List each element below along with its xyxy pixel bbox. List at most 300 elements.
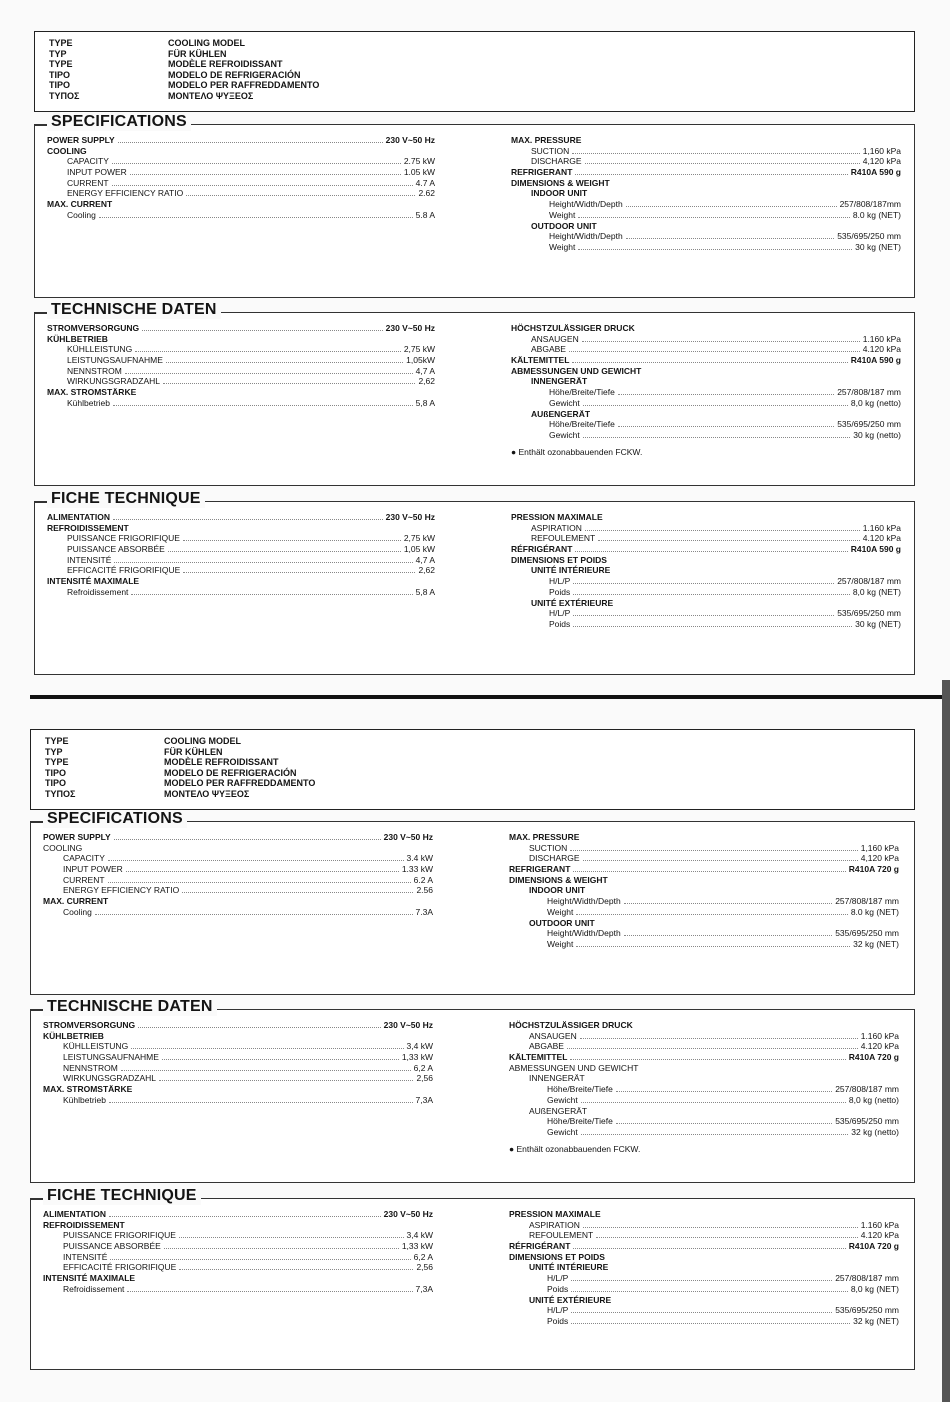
section-title: SPECIFICATIONS (43, 810, 187, 828)
leader-dots (183, 572, 415, 573)
spec-row (511, 323, 901, 334)
spec-label: ANSAUGEN (529, 1030, 577, 1041)
spec-label: KÄLTEMITTEL (509, 1052, 568, 1063)
spec-value: R410A 720 g (848, 864, 899, 875)
leader-dots (109, 1216, 381, 1217)
spec-row (509, 928, 899, 939)
spec-row (47, 376, 435, 387)
spec-value: 7.3A (415, 906, 433, 917)
spec-label: STROMVERSORGUNG (47, 323, 140, 333)
spec-row (47, 366, 435, 377)
spec-label: Poids (547, 1315, 569, 1326)
right-column (511, 512, 901, 630)
leader-dots (626, 238, 835, 239)
leader-dots (130, 174, 401, 175)
spec-row (43, 1031, 433, 1042)
spec-label: Kühlbetrieb (63, 1094, 107, 1105)
spec-row (509, 1262, 899, 1273)
spec-label: ABMESSUNGEN UND GEWICHT (509, 1062, 639, 1073)
spec-value: 1,33 kW (401, 1052, 433, 1063)
type-value: ΜΟΝΤΕΛΟ ΨΥΞΕΟΣ (164, 788, 250, 799)
spec-value: 4,7 A (415, 365, 435, 376)
spec-value: 230 V~50 Hz (385, 323, 435, 333)
spec-value: 2,56 (416, 1262, 433, 1273)
spec-value: 1,33 kW (401, 1241, 433, 1252)
spec-label: RÉFRIGÉRANT (509, 1241, 571, 1252)
leader-dots (596, 1237, 857, 1238)
type-value: ΜΟΝΤΕΛΟ ΨΥΞΕΟΣ (168, 90, 254, 101)
type-value: MODELO DE REFRIGERACIÓN (168, 69, 301, 80)
leader-dots (131, 1048, 403, 1049)
section-title: SPECIFICATIONS (47, 113, 191, 131)
spec-value: 230 V~50 Hz (383, 1209, 433, 1219)
leader-dots (618, 394, 834, 395)
spec-label: CURRENT (67, 177, 109, 188)
spec-value: 2,62 (418, 376, 435, 387)
spec-label: INTENSITÉ (67, 554, 112, 565)
spec-value: R410A 720 g (848, 1052, 899, 1063)
spec-label: H/L/P (549, 608, 571, 619)
spec-label: UNITÉ EXTÉRIEURE (531, 597, 614, 608)
spec-label: ASPIRATION (531, 522, 582, 533)
leader-dots (578, 217, 850, 218)
spec-label: CAPACITY (67, 156, 109, 167)
leader-dots (570, 1059, 845, 1060)
type-values (168, 38, 319, 101)
spec-label: INDOOR UNIT (531, 188, 588, 199)
leader-dots (166, 362, 403, 363)
leader-dots (583, 860, 858, 861)
leader-dots (138, 1027, 381, 1028)
spec-row (47, 398, 435, 409)
leader-dots (624, 935, 833, 936)
spec-label: Cooling (67, 209, 96, 220)
leader-dots (109, 1102, 412, 1103)
spec-row (511, 210, 901, 221)
spec-row (511, 608, 901, 619)
spec-label: STROMVERSORGUNG (43, 1020, 136, 1030)
type-value: FÜR KÜHLEN (164, 746, 223, 757)
right-column (509, 1209, 899, 1327)
spec-label: INPUT POWER (67, 167, 127, 178)
spec-label: ABGABE (529, 1041, 564, 1052)
spec-label: UNITÉ INTÉRIEURE (529, 1262, 609, 1273)
type-value: FÜR KÜHLEN (168, 48, 227, 59)
spec-row (511, 430, 901, 441)
spec-label: REFOULEMENT (531, 533, 596, 544)
spec-label: UNITÉ EXTÉRIEURE (529, 1294, 612, 1305)
spec-value: 32 kg (netto) (851, 1126, 899, 1137)
type-label: TYP (45, 746, 63, 757)
spec-value: 30 kg (NET) (855, 241, 901, 252)
type-label: TYPE (49, 59, 73, 69)
spec-row (511, 555, 901, 566)
leader-dots (135, 351, 401, 352)
spec-label: KÜHLLEISTUNG (67, 344, 133, 355)
spec-label: Height/Width/Depth (549, 231, 623, 242)
spec-row (43, 1262, 433, 1273)
spec-label: COOLING (43, 842, 83, 853)
spec-value: 8,0 kg (NET) (852, 586, 901, 597)
spec-label: OUTDOOR UNIT (529, 917, 595, 928)
leader-dots (570, 850, 857, 851)
spec-row (511, 587, 901, 598)
spec-label: POWER SUPPLY (43, 832, 111, 842)
spec-row (43, 1020, 433, 1031)
spec-label: Weight (549, 241, 576, 252)
spec-value: 7,3A (415, 1283, 433, 1294)
leader-dots (571, 1291, 848, 1292)
leader-dots (576, 914, 848, 915)
spec-row (511, 146, 901, 157)
spec-row (509, 1063, 899, 1074)
leader-dots (108, 860, 404, 861)
spec-label: COOLING (47, 145, 87, 156)
spec-row (47, 344, 435, 355)
spec-row (47, 199, 435, 210)
leader-dots (573, 1248, 845, 1249)
spec-value: 2,75 kW (403, 533, 435, 544)
spec-row (47, 323, 435, 334)
section-title: FICHE TECHNIQUE (47, 490, 205, 508)
spec-row (509, 1284, 899, 1295)
right-column (509, 832, 899, 950)
spec-value: 230 V~50 Hz (385, 512, 435, 522)
type-value: MODÈLE REFROIDISSANT (164, 757, 279, 767)
leader-dots (567, 1048, 858, 1049)
spec-label: Poids (547, 1283, 569, 1294)
leader-dots (108, 882, 411, 883)
type-label: ΤΥΠΟΣ (49, 90, 80, 101)
spec-label: Höhe/Breite/Tiefe (549, 387, 615, 398)
spec-row (47, 565, 435, 576)
spec-value: 4.120 kPa (862, 344, 901, 355)
spec-row (47, 576, 435, 587)
leader-dots (585, 530, 860, 531)
spec-label: UNITÉ INTÉRIEURE (531, 565, 611, 576)
spec-row (47, 167, 435, 178)
spec-row (43, 1220, 433, 1231)
leader-dots (121, 1070, 411, 1071)
spec-label: REFRIGERANT (511, 167, 573, 178)
spec-label: Weight (547, 906, 574, 917)
spec-row (509, 1220, 899, 1231)
leader-dots (125, 373, 413, 374)
spec-value: 6.2 A (413, 874, 433, 885)
specifications-section-2 (30, 810, 915, 995)
spec-label: DIMENSIONS & WEIGHT (509, 874, 608, 885)
spec-row (511, 387, 901, 398)
spec-row (43, 1209, 433, 1220)
spec-label: INTENSITÉ MAXIMALE (47, 576, 140, 587)
spec-value: 257/808/187 mm (837, 387, 901, 398)
spec-row (47, 334, 435, 345)
spec-label: PRESSION MAXIMALE (511, 512, 603, 522)
leader-dots (616, 1091, 832, 1092)
type-label: TIPO (45, 778, 67, 788)
spec-value: 8.0 kg (NET) (852, 209, 901, 220)
spec-label: Gewicht (549, 429, 580, 440)
left-column (47, 512, 435, 598)
spec-row (43, 1095, 433, 1106)
type-value: COOLING MODEL (168, 38, 245, 48)
spec-row (47, 156, 435, 167)
spec-row (509, 843, 899, 854)
spec-row (509, 1106, 899, 1117)
spec-row (511, 544, 901, 555)
spec-label: ABMESSUNGEN UND GEWICHT (511, 365, 642, 376)
leader-dots (113, 519, 383, 520)
type-label: TIPO (49, 69, 71, 80)
leader-dots (573, 871, 845, 872)
type-value: MODELO DE REFRIGERACIÓN (164, 767, 297, 778)
spec-label: Weight (547, 938, 574, 949)
spec-value: R410A 590 g (850, 167, 901, 178)
spec-value: 1.160 kPa (862, 333, 901, 344)
spec-label: AUßENGERÄT (529, 1105, 588, 1116)
spec-row (47, 523, 435, 534)
spec-label: Height/Width/Depth (549, 199, 623, 210)
spec-label: INPUT POWER (63, 864, 123, 875)
leader-dots (576, 946, 850, 947)
leader-dots (583, 1227, 858, 1228)
leader-dots (573, 615, 834, 616)
spec-value: 30 kg (netto) (853, 429, 901, 440)
spec-row (509, 1241, 899, 1252)
spec-value: 535/695/250 mm (837, 608, 901, 619)
spec-label: REFROIDISSEMENT (43, 1219, 125, 1230)
spec-row (509, 1116, 899, 1127)
spec-value: 2,75 kW (403, 344, 435, 355)
leader-dots (624, 903, 833, 904)
spec-row (511, 533, 901, 544)
leader-dots (573, 594, 850, 595)
spec-label: DIMENSIONS ET POIDS (511, 554, 607, 565)
spec-row (511, 565, 901, 576)
leader-dots (179, 1237, 404, 1238)
spec-value: 2.56 (416, 885, 433, 896)
type-value: MODELO PER RAFFREDDAMENTO (168, 80, 320, 90)
spec-label: Höhe/Breite/Tiefe (547, 1084, 613, 1095)
type-label: TYPE (45, 736, 69, 746)
spec-label: ENERGY EFFICIENCY RATIO (63, 885, 180, 896)
leader-dots (112, 185, 413, 186)
spec-value: 230 V~50 Hz (385, 135, 435, 145)
spec-row (43, 1052, 433, 1063)
spec-value: 8,0 kg (NET) (850, 1283, 899, 1294)
spec-label: PUISSANCE ABSORBÉE (67, 544, 165, 555)
technische-daten-section-2 (30, 998, 915, 1183)
spec-label: ASPIRATION (529, 1219, 580, 1230)
spec-label: POWER SUPPLY (47, 135, 115, 145)
spec-value: 1.160 kPa (860, 1030, 899, 1041)
spec-row (509, 1295, 899, 1306)
leader-dots (114, 562, 412, 563)
leader-dots (581, 1134, 849, 1135)
leader-dots (582, 341, 860, 342)
spec-label: HÖCHSTZULÄSSIGER DRUCK (509, 1020, 633, 1030)
spec-row (47, 188, 435, 199)
spec-label: H/L/P (547, 1305, 569, 1316)
spec-label: Refroidissement (67, 586, 129, 597)
spec-label: INNENGERÄT (529, 1073, 585, 1084)
leader-dots (583, 405, 848, 406)
spec-label: ABGABE (531, 344, 566, 355)
leader-dots (571, 1323, 850, 1324)
spec-row (43, 1252, 433, 1263)
spec-label: INTENSITÉ MAXIMALE (43, 1273, 136, 1284)
spec-label: SUCTION (531, 145, 570, 156)
section-title: TECHNISCHE DATEN (43, 998, 217, 1016)
spec-value: 1,05 kW (403, 544, 435, 555)
spec-value: 230 V~50 Hz (383, 832, 433, 842)
spec-row (511, 419, 901, 430)
leader-dots (583, 437, 851, 438)
leader-dots (131, 594, 412, 595)
spec-label: ALIMENTATION (47, 512, 110, 522)
spec-label: INDOOR UNIT (529, 885, 586, 896)
spec-row (511, 355, 901, 366)
left-column (43, 1020, 433, 1106)
spec-value: 257/808/187mm (839, 199, 901, 210)
spec-label: LEISTUNGSAUFNAHME (67, 355, 163, 366)
spec-row (509, 1095, 899, 1106)
spec-label: NENNSTROM (67, 365, 122, 376)
spec-value: 257/808/187 mm (835, 1273, 899, 1284)
leader-dots (182, 892, 413, 893)
leader-dots (575, 174, 847, 175)
spec-value: 535/695/250 mm (835, 1116, 899, 1127)
spec-value: 4,120 kPa (860, 853, 899, 864)
type-labels (45, 736, 75, 799)
leader-dots (114, 839, 381, 840)
leader-dots (164, 1248, 399, 1249)
spec-row (509, 1020, 899, 1031)
spec-row (43, 864, 433, 875)
spec-value: 8,0 kg (netto) (850, 397, 901, 408)
spec-row (511, 334, 901, 345)
leader-dots (163, 383, 415, 384)
spec-label: DIMENSIONS ET POIDS (509, 1251, 605, 1262)
spec-row (509, 1084, 899, 1095)
spec-row (509, 875, 899, 886)
spec-label: Gewicht (549, 397, 580, 408)
right-column (509, 1020, 899, 1154)
technische-daten-section-1 (34, 301, 915, 486)
spec-label: EFFICACITÉ FRIGORIFIQUE (63, 1262, 177, 1273)
leader-dots (183, 540, 401, 541)
spec-label: Height/Width/Depth (547, 928, 621, 939)
spec-row (47, 355, 435, 366)
spec-label: MAX. PRESSURE (509, 832, 580, 842)
left-column (47, 135, 435, 221)
spec-row (509, 1209, 899, 1220)
leader-dots (127, 1291, 412, 1292)
leader-dots (162, 1059, 399, 1060)
specifications-section-1 (34, 113, 915, 298)
spec-value: 5,8 A (415, 586, 435, 597)
spec-row (511, 376, 901, 387)
leader-dots (569, 351, 860, 352)
spec-label: Cooling (63, 906, 92, 917)
spec-row (43, 832, 433, 843)
spec-value: 4.120 kPa (860, 1230, 899, 1241)
spec-value: 7,3A (415, 1094, 433, 1105)
spec-value: 1.33 kW (401, 864, 433, 875)
leader-dots (572, 362, 847, 363)
spec-label: REFROIDISSEMENT (47, 522, 129, 533)
spec-value: 2.62 (418, 188, 435, 199)
leader-dots (578, 249, 852, 250)
right-column (511, 135, 901, 253)
spec-row (47, 146, 435, 157)
spec-row (43, 1284, 433, 1295)
leader-dots (581, 1102, 846, 1103)
spec-row (511, 598, 901, 609)
spec-label: CAPACITY (63, 853, 105, 864)
spec-label: MAX. PRESSURE (511, 135, 582, 145)
left-column (43, 832, 433, 918)
spec-label: MAX. STROMSTÄRKE (47, 387, 137, 398)
spec-label: KÜHLBETRIEB (47, 333, 108, 344)
spec-value: 2.75 kW (403, 156, 435, 167)
spec-label: H/L/P (547, 1273, 569, 1284)
spec-row (43, 1063, 433, 1074)
spec-row (511, 178, 901, 189)
spec-label: CURRENT (63, 874, 105, 885)
spec-row (509, 939, 899, 950)
spec-value: 4,120 kPa (862, 156, 901, 167)
spec-label: INNENGERÄT (531, 376, 588, 387)
leader-dots (142, 330, 383, 331)
leader-dots (118, 142, 383, 143)
spec-label: INTENSITÉ (63, 1251, 108, 1262)
spec-label: Höhe/Breite/Tiefe (549, 419, 615, 430)
spec-value: 1.160 kPa (862, 522, 901, 533)
spec-value: 535/695/250 mm (835, 1305, 899, 1316)
spec-row (509, 832, 899, 843)
spec-value: R410A 720 g (848, 1241, 899, 1252)
spec-row (511, 398, 901, 409)
spec-row (511, 576, 901, 587)
spec-row (509, 1273, 899, 1284)
leader-dots (616, 1123, 832, 1124)
spec-label: MAX. STROMSTÄRKE (43, 1084, 133, 1095)
spec-row (511, 188, 901, 199)
spec-value: 4.7 A (415, 177, 435, 188)
leader-dots (585, 163, 860, 164)
spec-label: NENNSTROM (63, 1062, 118, 1073)
spec-row (47, 210, 435, 221)
spec-label: OUTDOOR UNIT (531, 220, 597, 231)
spec-row (47, 387, 435, 398)
leader-dots (598, 540, 859, 541)
spec-row (47, 587, 435, 598)
spec-row (43, 1073, 433, 1084)
section-title: FICHE TECHNIQUE (43, 1187, 201, 1205)
spec-value: R410A 590 g (850, 544, 901, 555)
spec-value: 1,160 kPa (862, 145, 901, 156)
spec-row (511, 409, 901, 420)
spec-value: 3.4 kW (406, 853, 433, 864)
type-box-1 (34, 31, 915, 112)
page-divider (30, 695, 950, 699)
spec-row (47, 178, 435, 189)
type-box-2 (30, 729, 915, 810)
right-column (511, 323, 901, 457)
spec-row (43, 885, 433, 896)
type-label: TIPO (49, 80, 71, 90)
